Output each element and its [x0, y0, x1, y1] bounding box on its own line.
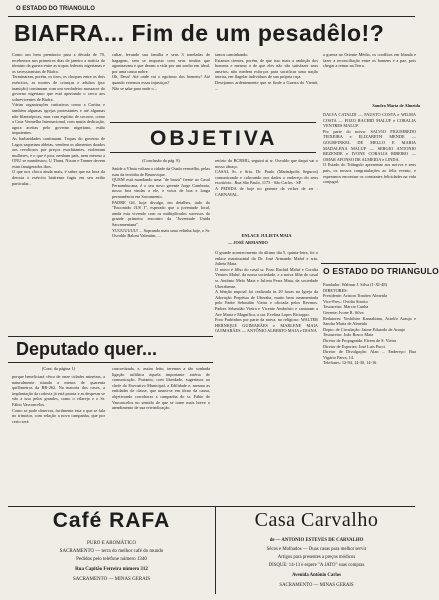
- biafra-col-2: cultar, levando sua família e seus 3 toneladas de bagagem, sem se importar com seus irmãos que agonizavam e que deram a vida por um sonho em ideal, por uma causa nobre. Oh, Deus! Até onde vai o egoísmo dos homens? Até quando veremos essas injustiças? Não se sabe para onde o...: [112, 52, 210, 91]
- objetiva-title: OBJETIVA: [150, 127, 278, 150]
- divider: [110, 152, 316, 153]
- masthead: O ESTADO DO TRIANGULO: [16, 6, 95, 12]
- casa-carvalho-line: Sêcos e Molhados — Duas casas para melhor servir: [266, 547, 367, 552]
- casa-carvalho-line: Artigos para presentes a preços módicos: [277, 555, 356, 560]
- deputado-col-1: porque beneficiará cêrca de onze cidades mineiras, a naturalmente situada a menos de quarenta quilômetros da BR-262. Na maioria dos casos, a implantação da rodovia já está pronta e as despesas se vão a isso pelos grandes, como o vilarejo e o Sr. Fábio Vasconcelos. Como se pode observar, facilmente esta o que se fala no trimotor, com relação a nova campanha, que por certo será: [12, 374, 105, 424]
- biafra-col-1: Como um bem prenúncio para a década de 70, recebemos nos primeiros dias de janeiro a notícia do término da guerra entre as tropas federais nigerianas e os secessionistas de Biafra. Terminaram, porém, os tiros, os choques entre os dois exércitos, as mortes de crianças e adultos (por inanição) continuam com um verdadeiro massacre do governo nigeriano que está apertando o cerco aos sobreviventes de Biafra. Várias organizações caritativas como a Caritas e também algumas igrejas protestantes e até algumas não-filantrópicas, mas com espírito de socorro, como a Cruz Vermelha Internacional, com muita dedicação, agora aceitas pelo governo nigeriano, estão impotentes. As barbaridades continuam. Tropas do governo de Lagos saqueiam aldeias, vendem os alimentos doados aos revoltosos por preços exorbitantes, violentam mulheres, e o que é pior, nenhum país, nem mesmo a ONU se manifestou, U Thant, Nixon e Tanner devem estar famigerados ibos. O que nos choca ainda mais, é saber que na hora da derrota o exército biafrense fugiu em seu avião particular...: [12, 52, 105, 186]
- casa-carvalho-line: DISQUE: 14-13 e espere "A JATO" suas compras: [268, 563, 365, 568]
- casa-carvalho-line: SACRAMENTO — MINAS GERAIS: [279, 583, 354, 588]
- casa-carvalho-title: Casa Carvalho: [254, 509, 379, 531]
- o-estado-staff: Fundador: Walmur J. Silva (1-XI-48) DIRETORES: Presidente: Ariston Timóteo Almeida Vice-Pres.: Ovídio Sirotto Tesoureiro: Marcio Cunha Gerente: Ivone R. Silva Redatores: Yoshihiro Kanashima, Astolfo Araujo e Sandra Maria de Almeida Depto. de Circulação: Jaime Eduardo de Araujo Tesoureiro: João Bosco Maia Diretor de Propaganda: Efrem de S. Vieira Diretor de Esportes: José Luis Pucci Diretor de Divulgação: Alan ... Endereço: Rua Vigário Paiva, 14. Telefones: 12-94, 14-30, 14-16: [323, 282, 416, 366]
- cafe-rafa-line: Pedidos pelo telefone número 1340: [76, 557, 147, 562]
- biafra-headline: BIAFRA... Fim de um pesadêlo!?: [14, 20, 385, 46]
- deputado-title: Deputado quer...: [16, 339, 158, 359]
- biafra-signature: Sandra Maria de Almeida: [372, 103, 420, 108]
- casa-carvalho-line: de — ANTONIO ESTEVES DE CARVALHO: [269, 538, 364, 543]
- biafra-col-3: tamos caminhando. Estamos cientes, porém, de que isso mais a ambição dos homens e mesmo a de que eles não são satisfazer seus anseios, não medem esforços para sacrificar uma nação inteira, em flagelar indivíduos de sua própria raça. Desejamos ardentemente que se finde a Guerra do Vietnã, ...: [215, 52, 318, 91]
- enlace-byline: — JOSÉ ARMANDO: [228, 240, 268, 245]
- objetiva-col-1: Saúde a Vânia voltam a cidade da Ouala vermelho, pelas ruas da terrinha de Brunsvique. QUEM está mandando uma "de braza" frente ao Casal Pernambucana, é o seu novo gerente Jorge Cambraia, nosso boa vindas a ele, e votos de boa e longa permanência em Sacramento. PADRE Gil, hoje divulga, em detalhes, tudo do "Encontrão JUS I", esperado que a juventude local, ainda esta vivendo com os múltiplicados sucessos do grande primeiro encontro da "Juventude Unida Sacramentana". YUUUUUUU! ... Soprando mais uma velinha hoje, o Sr. Osvaldo Baloni Valentim, ...: [112, 166, 210, 239]
- divider: [8, 16, 415, 17]
- cafe-rafa-line: SACRAMENTO — MINAS GERAIS: [72, 577, 151, 582]
- divider: [215, 506, 216, 594]
- divider: [8, 362, 213, 363]
- deputado-col-2: concretizada, e, assim feito, teremos a tão sonhada ligação asfáltica àquela importante artéria de comunicação. Portanto, com liberdade, sugerimos ao chefe do Executivo Municipal, a Edilidade e, mesmo as entidades de classe, que unam-se em tôrno da causa, objetivando corroborar a campanha do sr. Fábio de Vasconcelos no sentido de que se torne mais breve o atendimento de sua reivindicação.: [112, 366, 210, 411]
- objetiva-col-2: retório do BCRMG, seguirá ai sr. Osvaldo que daqui vai o nosso abraço. CASAL Sr. e Srta. Dr. Paulo (Marinápolis Seguros) comunicando e colocando nos dados o endereço do seus escritório.. Rua São Paulo, 1175 - São Carlos - SP. A PEDIDA de hoje no gerente da vicker de ser : CARNAVAL.: [215, 158, 318, 197]
- cafe-rafa-title: Café RAFA: [52, 509, 171, 532]
- divider: [8, 506, 415, 507]
- enlace-continuation: DALVA CATALDI — FAUSTO COSTA e WILMA COSTA — FOZO RACHID MALUF e CORALIA VENTRES MALUF. Por parte do noivo: SALVIO FIGUEIREDO TEIXEIRA e ELIZABETH MENDE — GOURFINKEL DE MELLO E MARIA MADALENA MALUF — SERGIO ANTONIO REZENDE e IVONE CORALIA RIBEIRO — OMAR AFONSO DE ALMEIDA e LINDA. O Estado do Triângulo apresentar aos noivos e seus pais, os nossos congratulações ao feliz evento, e esperamos encontrar os constantes felicidades na vida conjugal.: [323, 112, 416, 185]
- cafe-rafa-line: PURO E AROMÁTICO: [87, 541, 136, 546]
- divider: [8, 336, 213, 337]
- biafra-col-4: a guerra no Oriente Médio, os conflitos em Irlanda e fazer a reconciliação entre os homens e a paz, pois chegar a reinar na Terra.: [323, 52, 416, 69]
- deputado-continuation: (Cont. da página 1): [41, 366, 76, 371]
- objetiva-continuation: (Conclusão da pág. 8): [142, 158, 180, 163]
- cafe-rafa-line: SACRAMENTO — terra do melhor café do mundo: [59, 549, 164, 554]
- enlace-heading: ENLACE JULIETA MAIA: [241, 233, 292, 238]
- divider: [110, 122, 316, 123]
- o-estado-title: O ESTADO DO TRIANGULO: [323, 266, 439, 276]
- enlace-body: O grande acontecimento do último dia 5, quinta-feira, foi o enlace matrimonial do Dr. José Armando Maluf e srta. Julieta Maia. O noivo é filho do casal sr. Fozo Rachid Maluf e Coralia Ventres Maluf, da nossa sociedade, e a noiva filha do casal sr. Antônio Melo Maia e Julieta Ferra Maia, da sociedade Uberabense. A bênção nupcial foi realizada às 20 horas na Igreja da Adoração Perpétua de Uberaba, muito bem ornamentada pelo Padre Sebastião Vieira e oficiada pelos Revmos. Padres Sebastião Vieira e Vicente Ambrósio e cantaram a Ave Maria e Magnífica, a sra. Evelina Lopes Ricioppo. Foro Padrinhos por parte da noiva, no religioso: WALTER HERNIQUE GUIMARÃES e MARLENE MAIA GUIMARÃES — ANTÔNIO ALBERTO MAIA e DIANA: [215, 250, 318, 334]
- divider: [321, 263, 416, 264]
- cafe-rafa-line: Rua Capitão Ferreira número 312: [75, 567, 148, 572]
- casa-carvalho-line: Avenida Antônio Carlos: [292, 573, 341, 578]
